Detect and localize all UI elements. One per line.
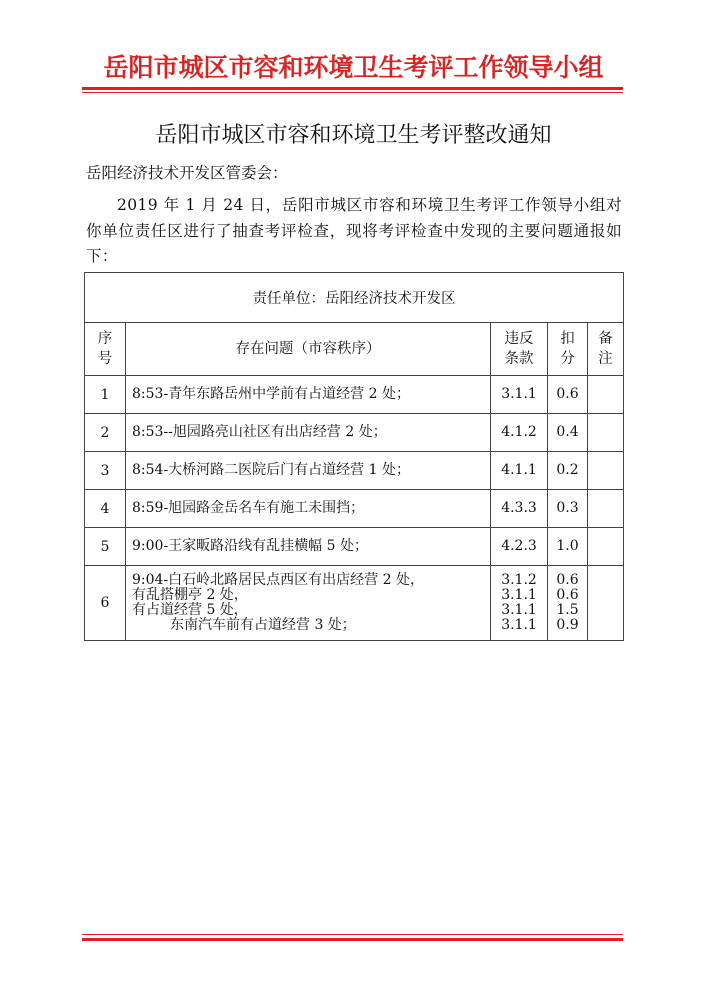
table-row (85, 376, 624, 414)
row-clause: 4.2.3 (491, 528, 548, 566)
header-rule-thick (82, 87, 623, 90)
row-deduction: 1.0 (548, 528, 588, 566)
row-issue-line: 9:04-白石岭北路居民点西区有出店经营 2 处， (132, 572, 424, 588)
row-issue (126, 566, 491, 641)
row-note (588, 452, 624, 490)
row-clause: 4.3.3 (491, 490, 548, 528)
row-issue: 8:53--旭园路亮山社区有出店经营 2 处； (126, 414, 491, 452)
document-title: 岳阳市城区市容和环境卫生考评整改通知 (155, 123, 552, 148)
row-issue-line: 东南汽车前有占道经营 3 处； (170, 617, 356, 633)
header-issue: 存在问题（市容秩序） (126, 323, 491, 376)
row-note (588, 376, 624, 414)
header-deduction: 扣 分 (548, 323, 588, 376)
header-rule-thin (82, 92, 623, 93)
row-clause: 3.1.2 3.1.1 3.1.1 3.1.1 (491, 566, 548, 641)
row-deduction: 0.2 (548, 452, 588, 490)
header-no: 序 号 (85, 323, 126, 376)
row-no: 6 (85, 566, 126, 641)
row-note (588, 566, 624, 641)
row-deduction: 0.3 (548, 490, 588, 528)
row-no: 4 (85, 490, 126, 528)
footer-rule-thick (82, 938, 623, 941)
table-row (85, 490, 624, 528)
addressee: 岳阳经济技术开发区管委会： (86, 164, 288, 182)
table-row (85, 566, 624, 641)
issues-table (84, 272, 624, 641)
row-clause: 3.1.1 (491, 376, 548, 414)
row-note (588, 414, 624, 452)
responsible-unit-row (85, 273, 624, 323)
row-no: 2 (85, 414, 126, 452)
row-no: 1 (85, 376, 126, 414)
notice-body: 2019 年 1 月 24 日，岳阳市城区市容和环境卫生考评工作领导小组对你单位责任区进行了抽查考评检查，现将考评检查中发现的主要问题通报如下： (86, 196, 622, 265)
row-note (588, 528, 624, 566)
row-issue-line: 有占道经营 5 处， (132, 602, 248, 618)
table-row (85, 452, 624, 490)
row-issue: 8:54-大桥河路二医院后门有占道经营 1 处； (126, 452, 491, 490)
row-deduction: 0.6 (548, 376, 588, 414)
row-clause: 4.1.1 (491, 452, 548, 490)
header-clause: 违反 条款 (491, 323, 548, 376)
row-issue: 8:53-青年东路岳州中学前有占道经营 2 处； (126, 376, 491, 414)
row-no: 3 (85, 452, 126, 490)
footer-rule-thin (82, 934, 623, 935)
row-issue-line: 有乱搭棚亭 2 处， (132, 587, 248, 603)
row-issue: 8:59-旭园路金岳名车有施工未围挡； (126, 490, 491, 528)
responsible-unit: 责任单位：岳阳经济技术开发区 (85, 273, 624, 323)
issuer-header: 岳阳市城区市容和环境卫生考评工作领导小组 (103, 53, 604, 82)
row-issue: 9:00-王家畈路沿线有乱挂横幅 5 处； (126, 528, 491, 566)
row-note (588, 490, 624, 528)
row-deduction: 0.4 (548, 414, 588, 452)
header-note: 备 注 (588, 323, 624, 376)
table-row (85, 414, 624, 452)
table-header-row (85, 323, 624, 376)
row-deduction: 0.6 0.6 1.5 0.9 (548, 566, 588, 641)
row-clause: 4.1.2 (491, 414, 548, 452)
row-no: 5 (85, 528, 126, 566)
table-row (85, 528, 624, 566)
